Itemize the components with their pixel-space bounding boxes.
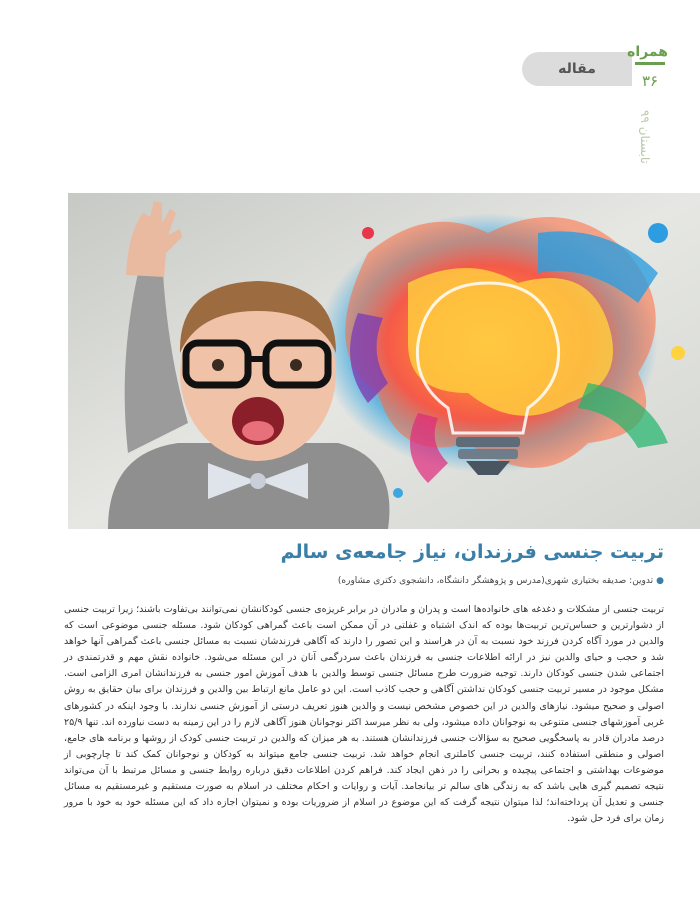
magazine-logo: همراه [627, 44, 668, 60]
bullet-icon: ● [656, 576, 664, 586]
issue-date: تابستان ۹۹ [638, 110, 652, 164]
divider [635, 62, 665, 65]
section-label: مقاله [522, 52, 632, 86]
article-author [64, 576, 664, 586]
body-paragraph: تربیت جنسی از مشکلات و دغدغه های خانواده‌ها است و پدران و مادران در برابر غریزه‌ی جنسی کودکانشان نمی‌توانند بی‌تفاوت باشند؛ زیرا تربیت جنسی از دشوارترین و حساس‌ترین تربیت‌ها بوده که اندک اشتباه و غفلتی در آن ممکن است باعث گمراهی کودکان شود. مسئله جنسی موضوعی است که والدین در مورد آگاه کردن فرزند خود نسبت به آن در هراسند و این تصور را دارند که آگاهی فرزندشان نسبت به مسائل جنسی باعث گمراهی آنها خواهد شد و حجب و حیای والدین نیز در ارائه اطلاعات جنسی به فرزندان باعث سردرگمی آنان در این مسئله می‌شود. خانواده نقش مهم و قدرتمندی در اجتماعی شدن جنسی کودکان دارند. توجیه ضرورت طرح مسائل جنسی توسط والدین با هدف آموزش امور جنسی به فرزندانشان امری الزامی است. مشکل موجود در مسیر تربیت جنسی کودکان نداشتن آگاهی و حجب کاذب است. این دو عامل مانع ارتباط بین والدین و فرزندان برای بیان حقایق به روش اصولی و صحیح میشود. نیازهای والدین در این خصوص مشخص نیست و والدین هنوز تعریف درستی از آموزش جنسی ندارند. با وجود اینکه در کشورهای غربی آموزشهای جنسی متنوعی به نوجوانان داده میشود، ولی به نظر میرسد اکثر نوجوانان هنوز آگاهی لازم را در این زمینه به دست نیاورده اند. تنها ۲۵/۹ درصد مادران قادر به پاسخگویی صحیح به سؤالات جنسی فرزندانشان هستند. به هر میزان که والدین در تربیت جنسی کودک از روشها و برنامه های جامع، اصولی و منطقی استفاده کنند، تربیت جنسی کاملتری انجام خواهد شد. تربیت جنسی جامع میتواند به کودکان و نوجوانان کمک کند تا چارچوبی از موضوعات بهداشتی و اجتماعی پیچیده و بحرانی را در ذهن ایجاد کند. فراهم کردن اطلاعات دقیق درباره روابط جنسی و مسائل مرتبط با آن می‌تواند نتیجه تصمیم گیری هایی باشد که به زندگی های سالم تر بیانجامد. آیات و روایات و احکام مختلف در اسلام به صورت مستقیم و غیرمستقیم به مسائل جنسی و تعدیل آن پرداخته‌اند؛ لذا میتوان نتیجه گرفت که این موضوع در اسلام از ضروریات بوده و نمیتوان اجازه داد که این مسئله خود به خود با مرور زمان برای فرد حل شود. [64, 604, 664, 825]
page-number: ۳۶ [641, 72, 659, 90]
author-line: تدوین: صدیقه بختیاری شهری(مدرس و پژوهشگر دانشگاه، دانشجوی دکتری مشاوره) [337, 576, 654, 586]
article-body [64, 602, 664, 827]
child-lightbulb-illustration [68, 193, 700, 529]
article-title: تربیت جنسی فرزندان، نیاز جامعه‌ی سالم [280, 541, 664, 563]
magazine-side-strip [627, 40, 668, 180]
hero-image [68, 193, 700, 529]
